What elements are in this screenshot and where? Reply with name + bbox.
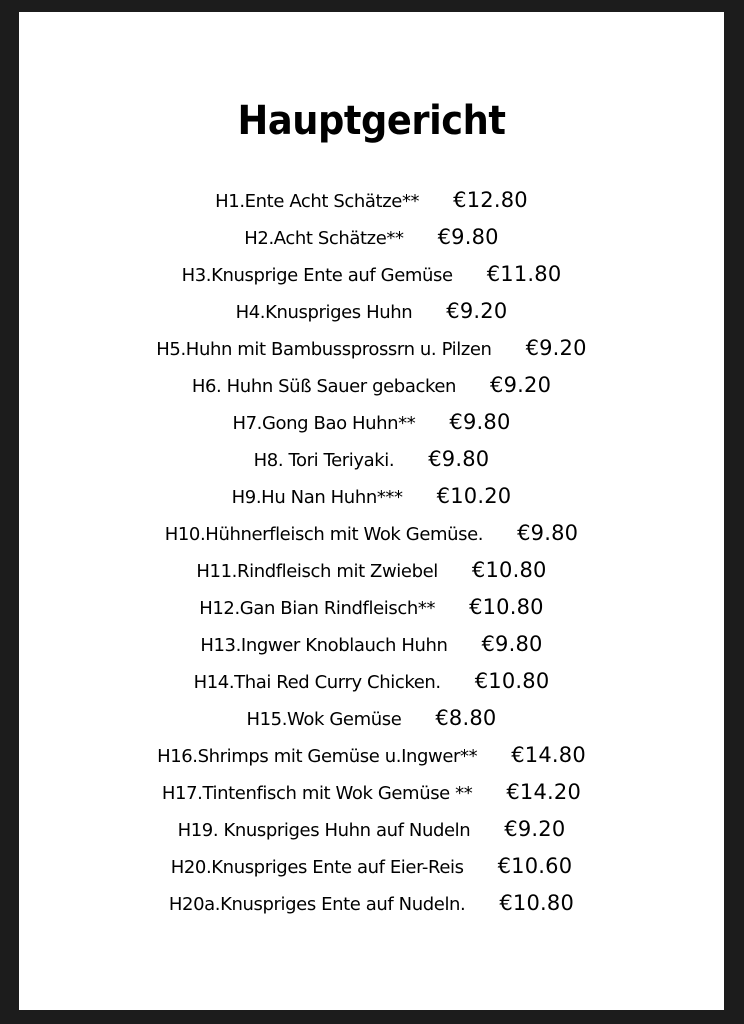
menu-item xyxy=(19,515,724,552)
menu-item xyxy=(19,404,724,441)
menu-page xyxy=(19,12,724,1010)
menu-item xyxy=(19,367,724,404)
menu-item-price: €10.60 xyxy=(497,854,573,878)
menu-item-name: H11.Rindfleisch mit Zwiebel xyxy=(196,561,438,582)
menu-item-name: H14.Thai Red Curry Chicken. xyxy=(193,672,441,693)
menu-item-price: €9.80 xyxy=(449,410,511,434)
menu-item-price: €9.80 xyxy=(437,225,499,249)
menu-item-name: H1.Ente Acht Schätze** xyxy=(215,191,420,212)
menu-item xyxy=(19,885,724,922)
menu-item xyxy=(19,219,724,256)
menu-item-price: €9.20 xyxy=(490,373,552,397)
menu-item-price: €14.20 xyxy=(506,780,582,804)
menu-item-price: €9.80 xyxy=(428,447,490,471)
menu-item xyxy=(19,441,724,478)
menu-item-price: €9.80 xyxy=(481,632,543,656)
menu-item-price: €8.80 xyxy=(435,706,497,730)
menu-item-name: H10.Hühnerfleisch mit Wok Gemüse. xyxy=(164,524,484,545)
menu-item-price: €11.80 xyxy=(486,262,562,286)
menu-item-name: H6. Huhn Süß Sauer gebacken xyxy=(191,376,457,397)
menu-item-name: H2.Acht Schätze** xyxy=(244,228,404,249)
menu-item-name: H16.Shrimps mit Gemüse u.Ingwer** xyxy=(157,746,478,767)
menu-item-name: H9.Hu Nan Huhn*** xyxy=(231,487,403,508)
page-title: Hauptgericht xyxy=(237,98,506,144)
menu-item-name: H17.Tintenfisch mit Wok Gemüse ** xyxy=(161,783,473,804)
menu-item xyxy=(19,256,724,293)
menu-item xyxy=(19,552,724,589)
menu-item xyxy=(19,330,724,367)
menu-item-price: €9.20 xyxy=(525,336,587,360)
menu-item-price: €9.80 xyxy=(517,521,579,545)
menu-item-price: €10.80 xyxy=(471,558,547,582)
menu-item-price: €12.80 xyxy=(453,188,528,212)
menu-item xyxy=(19,293,724,330)
menu-item xyxy=(19,663,724,700)
menu-item-name: H5.Huhn mit Bambussprossrn u. Pilzen xyxy=(156,339,492,360)
menu-item-price: €14.80 xyxy=(511,743,586,767)
menu-item-name: H4.Knuspriges Huhn xyxy=(235,302,413,323)
menu-item xyxy=(19,848,724,885)
menu-item-name: H12.Gan Bian Rindfleisch** xyxy=(199,598,436,619)
menu-item-price: €10.80 xyxy=(474,669,550,693)
menu-item-name: H20a.Knuspriges Ente auf Nudeln. xyxy=(168,894,466,915)
menu-item xyxy=(19,811,724,848)
menu-item xyxy=(19,774,724,811)
menu-item xyxy=(19,700,724,737)
menu-item xyxy=(19,626,724,663)
menu-item xyxy=(19,182,724,219)
menu-item-price: €9.20 xyxy=(446,299,508,323)
menu-item-name: H13.Ingwer Knoblauch Huhn xyxy=(200,635,448,656)
menu-item-name: H20.Knuspriges Ente auf Eier-Reis xyxy=(170,857,464,878)
menu-item-name: H8. Tori Teriyaki. xyxy=(253,450,395,471)
menu-item-name: H7.Gong Bao Huhn** xyxy=(232,413,416,434)
menu-item-price: €10.80 xyxy=(469,595,544,619)
menu-item xyxy=(19,589,724,626)
menu-item-price: €10.80 xyxy=(499,891,575,915)
menu-item-name: H19. Knuspriges Huhn auf Nudeln xyxy=(177,820,471,841)
menu-item-name: H15.Wok Gemüse xyxy=(246,709,402,730)
menu-item xyxy=(19,737,724,774)
menu-item-price: €10.20 xyxy=(436,484,512,508)
menu-item-name: H3.Knusprige Ente auf Gemüse xyxy=(181,265,453,286)
menu-item xyxy=(19,478,724,515)
menu-item-price: €9.20 xyxy=(504,817,566,841)
menu-list xyxy=(19,182,724,922)
